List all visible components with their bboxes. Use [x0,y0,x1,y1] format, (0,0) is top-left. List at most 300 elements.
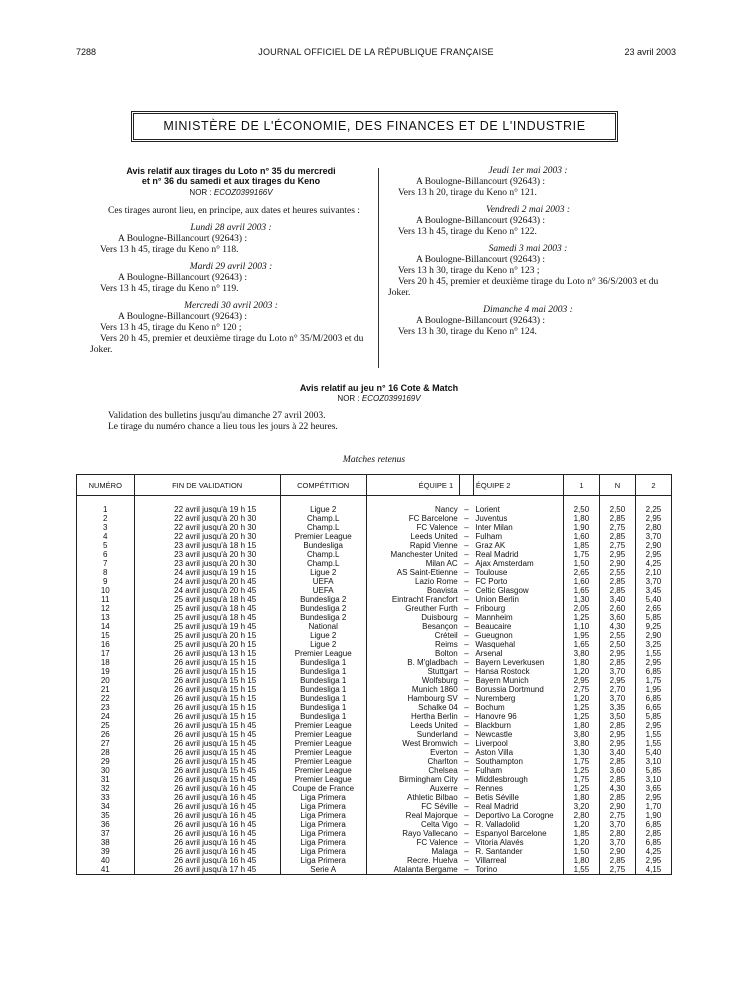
cell-equipe-1: Duisbourg [366,613,460,622]
cell-competition: Champ.L [280,514,366,523]
cell-equipe-1: Wolfsburg [366,676,460,685]
cell-odds-n: 2,85 [599,775,635,784]
cell-odds-n: 2,85 [599,757,635,766]
cell-equipe-1: Greuther Furth [366,604,460,613]
cell-equipe-1: FC Valence [366,838,460,847]
cell-numero: 24 [77,712,135,721]
cell-odds-1: 1,60 [563,577,599,586]
cell-dash: – [464,604,469,613]
cell-odds-n: 2,50 [599,640,635,649]
header-odds-2: 2 [635,475,671,496]
cell-odds-n: 2,90 [599,847,635,856]
cell-odds-1: 1,55 [563,865,599,875]
cell-fin-validation: 22 avril jusqu'à 20 h 30 [134,514,280,523]
cell-odds-1: 2,75 [563,685,599,694]
cell-odds-1: 2,80 [563,811,599,820]
header-dash-cell [460,475,474,496]
running-header [76,47,676,61]
cell-odds-2: 2,95 [635,721,671,730]
cell-odds-1: 1,30 [563,748,599,757]
cell-numero: 19 [77,667,135,676]
table-row [77,712,672,721]
cell-dash: – [464,694,469,703]
cell-odds-2: 3,45 [635,586,671,595]
cell-competition: Premier League [280,730,366,739]
cell-dash: – [464,667,469,676]
cell-fin-validation: 26 avril jusqu'à 16 h 45 [134,793,280,802]
cell-equipe-1: Reims [366,640,460,649]
cell-dash: – [464,631,469,640]
cell-equipe-1: B. M'gladbach [366,658,460,667]
cell-odds-2: 3,70 [635,532,671,541]
cell-equipe-2: Fulham [473,532,563,541]
cell-competition: Bundesliga 1 [280,685,366,694]
cell-numero: 35 [77,811,135,820]
schedule-day: Samedi 3 mai 2003 : [488,244,568,254]
cell-dash: – [464,676,469,685]
cell-dash: – [464,559,469,568]
cell-competition: Bundesliga 1 [280,712,366,721]
cell-dash: – [464,649,469,658]
cell-odds-1: 1,95 [563,631,599,640]
avis-loto-intro: Ces tirages auront lieu, en principe, aux dates et heures suivantes : [108,206,360,216]
header-equipe-1: ÉQUIPE 1 [366,475,460,496]
table-row [77,757,672,766]
cell-numero: 32 [77,784,135,793]
table-row [77,793,672,802]
cell-odds-2: 3,10 [635,757,671,766]
cell-odds-2: 2,25 [635,505,671,514]
cell-odds-n: 2,70 [599,685,635,694]
cell-equipe-2: Bayern Leverkusen [473,658,563,667]
cell-numero: 31 [77,775,135,784]
cell-odds-1: 1,75 [563,775,599,784]
avis-cote-match [90,383,668,433]
cell-equipe-2: Betis Séville [473,793,563,802]
cell-equipe-1: Atalanta Bergame [366,865,460,875]
cell-dash: – [464,523,469,532]
cell-odds-1: 1,20 [563,838,599,847]
table-row [77,541,672,550]
cell-odds-n: 2,55 [599,631,635,640]
schedule-day: Mardi 29 avril 2003 : [189,262,273,272]
cell-numero: 21 [77,685,135,694]
cell-dash: – [464,550,469,559]
cell-equipe-2: Bayern Munich [473,676,563,685]
cell-dash: – [464,766,469,775]
cell-competition: Ligue 2 [280,505,366,514]
cell-equipe-2: Nuremberg [473,694,563,703]
cell-dash: – [464,829,469,838]
cell-odds-2: 5,40 [635,595,671,604]
cell-odds-n: 2,85 [599,586,635,595]
cell-odds-2: 2,95 [635,793,671,802]
cell-competition: Bundesliga 1 [280,703,366,712]
cell-odds-1: 1,85 [563,829,599,838]
cell-odds-1: 1,90 [563,523,599,532]
cell-fin-validation: 25 avril jusqu'à 18 h 45 [134,613,280,622]
cell-fin-validation: 26 avril jusqu'à 13 h 15 [134,649,280,658]
table-row [77,505,672,514]
table-row [77,856,672,865]
avis-cote-match-body [90,411,668,433]
cell-odds-2: 1,55 [635,649,671,658]
cell-dash: – [464,613,469,622]
cell-odds-n: 3,70 [599,667,635,676]
schedule-entry [90,223,372,256]
cell-competition: Liga Primera [280,847,366,856]
cell-numero: 15 [77,631,135,640]
cell-fin-validation: 25 avril jusqu'à 18 h 45 [134,595,280,604]
cell-dash: – [464,757,469,766]
cell-odds-1: 1,80 [563,658,599,667]
table-row [77,640,672,649]
table-row [77,721,672,730]
schedule-day: Mercredi 30 avril 2003 : [184,301,278,311]
cell-equipe-2: Villarreal [473,856,563,865]
cell-fin-validation: 26 avril jusqu'à 15 h 15 [134,676,280,685]
schedule-day: Lundi 28 avril 2003 : [190,223,272,233]
cell-odds-1: 1,25 [563,766,599,775]
table-row [77,658,672,667]
cell-odds-2: 2,10 [635,568,671,577]
cell-dash: – [460,865,474,875]
cell-numero: 17 [77,649,135,658]
table-row [77,739,672,748]
cell-equipe-2: Ajax Amsterdam [473,559,563,568]
cell-odds-2: 6,85 [635,694,671,703]
schedule-line: Vers 13 h 45, tirage du Keno n° 120 ; [100,323,242,333]
cell-equipe-1: FC Barcelone [366,514,460,523]
cell-equipe-2: Torino [473,865,563,875]
cell-numero: 7 [77,559,135,568]
cell-fin-validation: 25 avril jusqu'à 18 h 45 [134,604,280,613]
cell-competition: UEFA [280,586,366,595]
cell-fin-validation: 26 avril jusqu'à 16 h 45 [134,784,280,793]
cell-equipe-1: Boavista [366,586,460,595]
cell-numero: 26 [77,730,135,739]
cell-dash: – [464,793,469,802]
nor-code: ECOZ0399166V [213,188,273,197]
cell-equipe-2: Wasquehal [473,640,563,649]
cell-fin-validation: 25 avril jusqu'à 20 h 15 [134,631,280,640]
cell-dash: – [464,505,469,514]
cell-competition: Champ.L [280,559,366,568]
cell-fin-validation: 26 avril jusqu'à 16 h 45 [134,802,280,811]
cell-fin-validation: 26 avril jusqu'à 15 h 15 [134,658,280,667]
cell-odds-2: 6,85 [635,820,671,829]
table-row [77,577,672,586]
cell-equipe-1: Besançon [366,622,460,631]
cell-odds-n: 2,80 [599,829,635,838]
table-row [77,685,672,694]
cell-equipe-2: Real Madrid [473,550,563,559]
cell-odds-2: 2,95 [635,550,671,559]
cell-competition: Ligue 2 [280,631,366,640]
cell-equipe-1: Auxerre [366,784,460,793]
cell-odds-1: 3,20 [563,802,599,811]
cell-odds-n: 2,95 [599,649,635,658]
cell-equipe-1: Munich 1860 [366,685,460,694]
schedule-entry [90,301,372,356]
cell-fin-validation: 26 avril jusqu'à 15 h 15 [134,712,280,721]
cell-odds-1: 1,80 [563,514,599,523]
table-row [77,838,672,847]
cell-dash: – [464,514,469,523]
table-row [77,748,672,757]
cell-odds-1: 2,05 [563,604,599,613]
cell-numero: 28 [77,748,135,757]
cell-dash: – [464,739,469,748]
cell-competition: Bundesliga 1 [280,694,366,703]
cell-competition: Bundesliga 2 [280,604,366,613]
header-numero: NUMÉRO [77,475,135,496]
cell-odds-n: 4,30 [599,784,635,793]
cell-odds-2: 5,85 [635,613,671,622]
cell-fin-validation: 26 avril jusqu'à 15 h 45 [134,730,280,739]
page-number: 7288 [76,47,97,57]
table-row [77,847,672,856]
cell-odds-2: 5,85 [635,712,671,721]
cell-odds-1: 1,60 [563,532,599,541]
table-row [77,523,672,532]
cell-fin-validation: 25 avril jusqu'à 20 h 15 [134,640,280,649]
table-row [77,532,672,541]
cell-equipe-2: Deportivo La Corogne [473,811,563,820]
cell-odds-n: 3,40 [599,595,635,604]
cell-competition: Liga Primera [280,820,366,829]
cell-fin-validation: 26 avril jusqu'à 15 h 45 [134,721,280,730]
cell-equipe-2: Fribourg [473,604,563,613]
avis-loto-title-line2: et n° 36 du samedi et aux tirages du Keno [141,176,321,186]
cell-numero: 20 [77,676,135,685]
cell-odds-1: 1,80 [563,856,599,865]
nor-label: NOR : [189,188,214,197]
cell-odds-n: 3,60 [599,613,635,622]
table-row [77,676,672,685]
cell-odds-n: 3,70 [599,820,635,829]
cell-odds-2: 3,65 [635,784,671,793]
cell-numero: 12 [77,604,135,613]
cell-dash: – [464,532,469,541]
header-odds-n: N [599,475,635,496]
cell-fin-validation: 26 avril jusqu'à 16 h 45 [134,838,280,847]
table-row [77,649,672,658]
cell-odds-n: 2,85 [599,793,635,802]
cell-odds-1: 2,95 [563,676,599,685]
schedule-day: Jeudi 1er mai 2003 : [488,166,568,176]
cell-dash: – [464,541,469,550]
cell-numero: 16 [77,640,135,649]
cell-numero: 23 [77,703,135,712]
table-caption: Matches retenus [342,455,406,465]
schedule-entry [388,244,668,299]
cell-odds-1: 1,25 [563,613,599,622]
table-row [77,703,672,712]
cell-fin-validation: 24 avril jusqu'à 20 h 45 [134,586,280,595]
cell-competition: Premier League [280,766,366,775]
cell-odds-n: 2,85 [599,856,635,865]
schedule-line: Vers 13 h 30, tirage du Keno n° 123 ; [398,266,540,276]
table-body [77,496,672,875]
schedule-line: Vers 13 h 45, tirage du Keno n° 118. [100,245,239,255]
table-row [77,829,672,838]
cell-equipe-2: FC Porto [473,577,563,586]
cell-numero: 22 [77,694,135,703]
cell-competition: National [280,622,366,631]
cell-equipe-1: Lazio Rome [366,577,460,586]
cell-numero: 1 [77,505,135,514]
cell-numero: 8 [77,568,135,577]
schedule-line: Vers 13 h 45, tirage du Keno n° 122. [398,227,537,237]
cell-odds-1: 1,65 [563,586,599,595]
cell-numero: 2 [77,514,135,523]
schedule-entry [388,166,668,199]
ministry-heading: MINISTÈRE DE L'ÉCONOMIE, DES FINANCES ET DE L'INDUSTRIE [133,113,616,140]
cell-equipe-1: Everton [366,748,460,757]
cell-odds-2: 1,55 [635,739,671,748]
cell-fin-validation: 22 avril jusqu'à 19 h 15 [134,505,280,514]
schedule-entry [90,262,372,295]
cell-odds-2: 1,55 [635,730,671,739]
cell-odds-n: 2,95 [599,730,635,739]
schedule-entry [388,305,668,338]
cell-numero: 5 [77,541,135,550]
cell-numero: 38 [77,838,135,847]
right-schedule [388,166,668,338]
cell-dash: – [464,640,469,649]
cell-odds-2: 4,15 [635,865,671,875]
cell-dash: – [464,847,469,856]
cell-competition: Premier League [280,739,366,748]
cell-equipe-2: Juventus [473,514,563,523]
cell-odds-n: 2,75 [599,811,635,820]
cell-equipe-1: Malaga [366,847,460,856]
cell-equipe-1: Rayo Vallecano [366,829,460,838]
cell-dash: – [464,721,469,730]
cell-odds-2: 1,90 [635,811,671,820]
cell-competition: Bundesliga 1 [280,676,366,685]
schedule-line: Vers 13 h 20, tirage du Keno n° 121. [398,188,537,198]
cell-equipe-1: FC Séville [366,802,460,811]
cell-numero: 34 [77,802,135,811]
cell-dash: – [464,838,469,847]
cell-fin-validation: 23 avril jusqu'à 20 h 30 [134,550,280,559]
cell-odds-n: 4,30 [599,622,635,631]
cell-equipe-2: Middlesbrough [473,775,563,784]
cell-odds-2: 6,85 [635,667,671,676]
table-row [77,595,672,604]
cell-numero: 13 [77,613,135,622]
cell-competition: Liga Primera [280,829,366,838]
cell-odds-n: 2,90 [599,802,635,811]
table-row [77,766,672,775]
cell-dash: – [464,820,469,829]
cell-fin-validation: 26 avril jusqu'à 15 h 15 [134,667,280,676]
table-header-row [77,475,672,496]
cell-odds-1: 2,65 [563,568,599,577]
cell-numero: 33 [77,793,135,802]
cell-equipe-1: Stuttgart [366,667,460,676]
cell-equipe-1: West Bromwich [366,739,460,748]
cell-odds-n: 2,75 [599,865,635,875]
cell-equipe-1: Leeds United [366,532,460,541]
schedule-day: Vendredi 2 mai 2003 : [485,205,571,215]
cell-equipe-1: Schalke 04 [366,703,460,712]
schedule-line: A Boulogne-Billancourt (92643) : [416,177,546,187]
cell-numero: 29 [77,757,135,766]
cell-fin-validation: 22 avril jusqu'à 20 h 30 [134,532,280,541]
cell-equipe-2: Gueugnon [473,631,563,640]
cell-odds-n: 2,90 [599,559,635,568]
cell-numero: 37 [77,829,135,838]
table-row [77,613,672,622]
cell-dash: – [464,622,469,631]
cell-equipe-1: Recre. Huelva [366,856,460,865]
cell-competition: Liga Primera [280,838,366,847]
cell-equipe-2: Union Berlin [473,595,563,604]
cell-odds-2: 3,70 [635,577,671,586]
schedule-line: Vers 20 h 45, premier et deuxième tirage du Loto n° 36/S/2003 et du Joker. [388,277,659,298]
cell-competition: Liga Primera [280,811,366,820]
cell-equipe-1: Rapid Vienne [366,541,460,550]
schedule-line: Vers 13 h 30, tirage du Keno n° 124. [398,327,537,337]
cell-odds-2: 2,80 [635,523,671,532]
cell-fin-validation: 23 avril jusqu'à 20 h 30 [134,559,280,568]
cell-equipe-2: Real Madrid [473,802,563,811]
cell-fin-validation: 26 avril jusqu'à 17 h 45 [134,865,280,875]
cell-fin-validation: 26 avril jusqu'à 15 h 45 [134,739,280,748]
cell-odds-1: 3,80 [563,649,599,658]
cell-fin-validation: 26 avril jusqu'à 15 h 45 [134,748,280,757]
cell-odds-n: 2,85 [599,658,635,667]
cell-numero: 41 [77,865,135,875]
cell-odds-1: 1,20 [563,667,599,676]
table-row [77,820,672,829]
cell-odds-2: 2,90 [635,631,671,640]
table-row [77,784,672,793]
header-fin-validation: FIN DE VALIDATION [134,475,280,496]
cell-odds-1: 1,50 [563,847,599,856]
spacer-row [77,496,672,506]
cell-dash: – [464,748,469,757]
cell-numero: 4 [77,532,135,541]
schedule-line: A Boulogne-Billancourt (92643) : [118,273,248,283]
table-row [77,559,672,568]
cell-equipe-2: Mannheim [473,613,563,622]
cell-odds-1: 1,10 [563,622,599,631]
cell-equipe-1: FC Valence [366,523,460,532]
cell-numero: 18 [77,658,135,667]
cell-competition: Liga Primera [280,856,366,865]
cell-equipe-1: Charlton [366,757,460,766]
cell-competition: Liga Primera [280,802,366,811]
cell-odds-1: 1,75 [563,757,599,766]
cell-competition: Bundesliga [280,541,366,550]
cell-dash: – [464,811,469,820]
cell-odds-n: 2,95 [599,739,635,748]
cell-odds-n: 2,95 [599,676,635,685]
cell-dash: – [464,730,469,739]
cell-odds-2: 2,95 [635,856,671,865]
table-row [77,514,672,523]
cell-odds-2: 6,65 [635,703,671,712]
cell-odds-2: 2,65 [635,604,671,613]
cell-fin-validation: 26 avril jusqu'à 16 h 45 [134,829,280,838]
cell-odds-1: 1,25 [563,712,599,721]
schedule-entry [388,205,668,238]
cell-equipe-2: Toulouse [473,568,563,577]
